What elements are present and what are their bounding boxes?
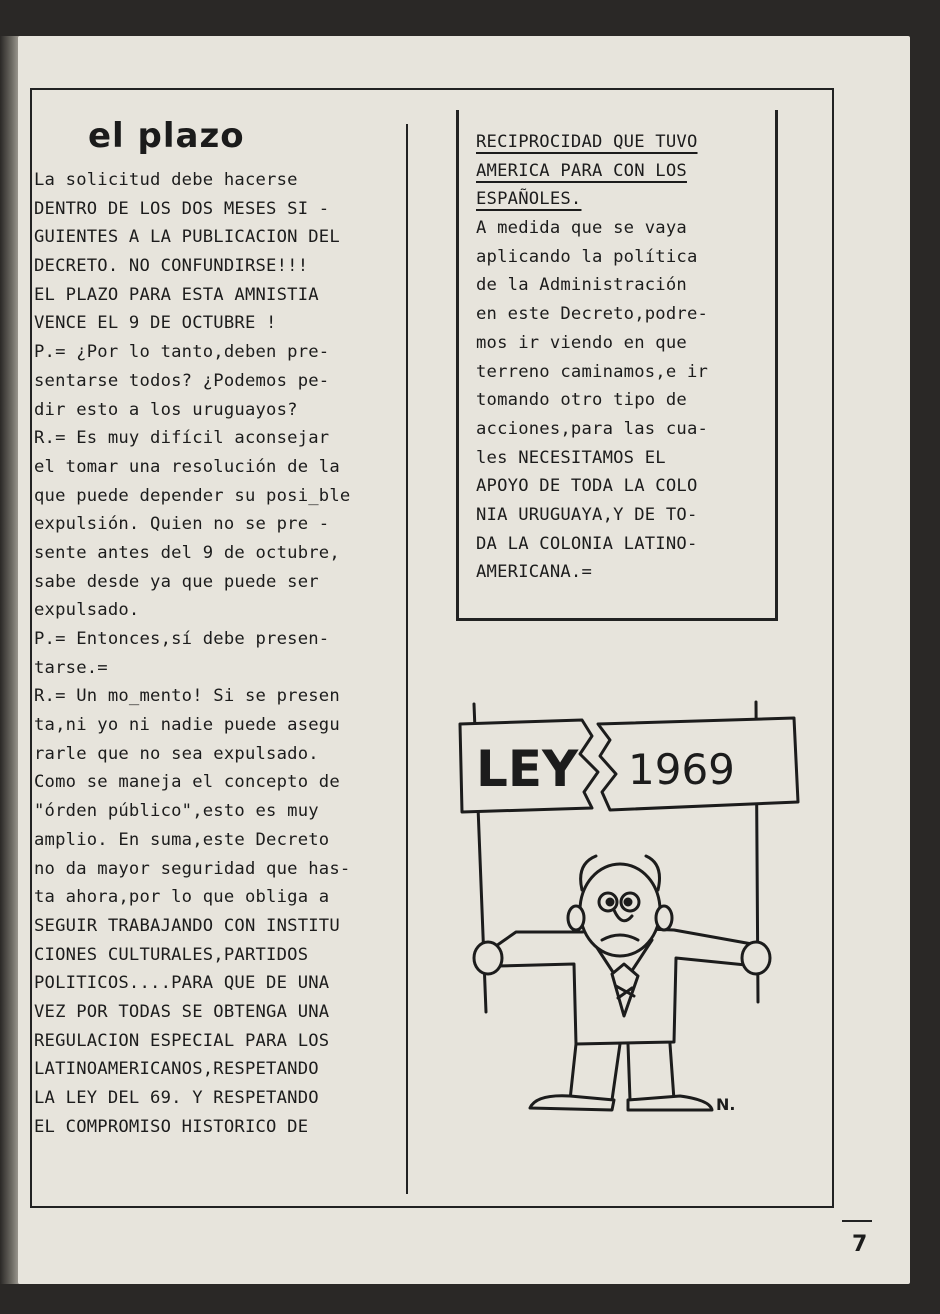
text-line: les NECESITAMOS EL — [476, 447, 666, 468]
figure-legs — [570, 1044, 674, 1100]
text-line: SEGUIR TRABAJANDO CON INSTITU — [34, 915, 340, 936]
section-heading: el plazo — [88, 116, 245, 156]
figure-shoe-right — [628, 1096, 712, 1110]
text-line: DECRETO. NO CONFUNDIRSE!!! — [34, 256, 309, 277]
text-line: P.= Entonces,sí debe presen- — [34, 629, 330, 649]
cartoon-illustration — [452, 696, 804, 1126]
text-line: VENCE EL 9 DE OCTUBRE ! — [34, 313, 277, 334]
text-line: aplicando la política — [476, 246, 698, 267]
text-line: DENTRO DE LOS DOS MESES SI - — [34, 198, 330, 219]
text-line: sente antes del 9 de octubre, — [34, 542, 340, 563]
text-line: A medida que se vaya — [476, 218, 687, 239]
text-line: POLITICOS....PARA QUE DE UNA — [34, 973, 330, 994]
text-line: LA LEY DEL 69. Y RESPETANDO — [34, 1088, 319, 1108]
text-line: sabe desde ya que puede ser — [34, 571, 319, 592]
left-column-text — [34, 166, 350, 1141]
text-line: de la Administración — [476, 275, 687, 296]
text-line: no da mayor seguridad que has- — [34, 858, 351, 879]
right-column-text — [476, 128, 708, 587]
page-number-rule — [842, 1220, 872, 1222]
text-line: REGULACION ESPECIAL PARA LOS — [34, 1030, 330, 1051]
text-line: expulsado. — [34, 600, 140, 621]
text-line: acciones,para las cua- — [476, 418, 709, 439]
text-line: el tomar una resolución de la — [34, 456, 340, 477]
sign-left-text: LEY — [476, 740, 579, 798]
text-line: que puede depender su posi_ble — [34, 485, 351, 506]
figure-hand-left — [474, 942, 502, 974]
artist-signature: N. — [716, 1095, 736, 1114]
text-line: "órden público",esto es muy — [34, 801, 319, 822]
text-line: CIONES CULTURALES,PARTIDOS — [34, 944, 309, 965]
text-line: R.= Un mo_mento! Si se presen — [34, 686, 340, 707]
text-line: ta,ni yo ni nadie puede asegu — [34, 715, 340, 736]
text-line: Como se maneja el concepto de — [34, 772, 340, 793]
text-line: La solicitud debe hacerse — [34, 170, 298, 190]
column-divider — [406, 124, 408, 1194]
text-line: terreno caminamos,e ir — [476, 361, 709, 382]
text-line: LATINOAMERICANOS,RESPETANDO — [34, 1059, 319, 1080]
text-line: R.= Es muy difícil aconsejar — [34, 428, 330, 449]
text-line: mos ir viendo en que — [476, 332, 687, 353]
figure-shoe-left — [530, 1096, 614, 1110]
text-line: en este Decreto,podre- — [476, 304, 709, 325]
text-line: rarle que no sea expulsado. — [34, 743, 319, 764]
sign-right-text: 1969 — [628, 745, 735, 794]
text-line: tomando otro tipo de — [476, 390, 687, 411]
text-line: APOYO DE TODA LA COLO — [476, 476, 698, 497]
text-line-underlined: ESPAÑOLES. — [476, 189, 582, 210]
text-line-underlined: AMERICA PARA CON LOS — [476, 160, 687, 181]
text-line: dir esto a los uruguayos? — [34, 399, 298, 420]
text-line: P.= ¿Por lo tanto,deben pre- — [34, 342, 330, 363]
text-line: amplio. En suma,este Decreto — [34, 829, 330, 850]
text-line: DA LA COLONIA LATINO- — [476, 533, 698, 554]
text-line: expulsión. Quien no se pre - — [34, 514, 330, 535]
text-line: AMERICANA.= — [476, 562, 593, 583]
text-line-underlined: RECIPROCIDAD QUE TUVO — [476, 132, 698, 152]
text-line: EL COMPROMISO HISTORICO DE — [34, 1116, 309, 1137]
figure-hand-right — [742, 942, 770, 974]
text-line: NIA URUGUAYA,Y DE TO- — [476, 504, 698, 525]
page-number: 7 — [852, 1232, 868, 1257]
text-line: GUIENTES A LA PUBLICACION DEL — [34, 227, 340, 248]
text-line: EL PLAZO PARA ESTA AMNISTIA — [34, 284, 319, 305]
text-line: sentarse todos? ¿Podemos pe- — [34, 370, 330, 391]
text-line: VEZ POR TODAS SE OBTENGA UNA — [34, 1001, 330, 1022]
text-line: ta ahora,por lo que obliga a — [34, 887, 330, 908]
figure-head — [580, 864, 660, 956]
text-line: tarse.= — [34, 657, 108, 678]
